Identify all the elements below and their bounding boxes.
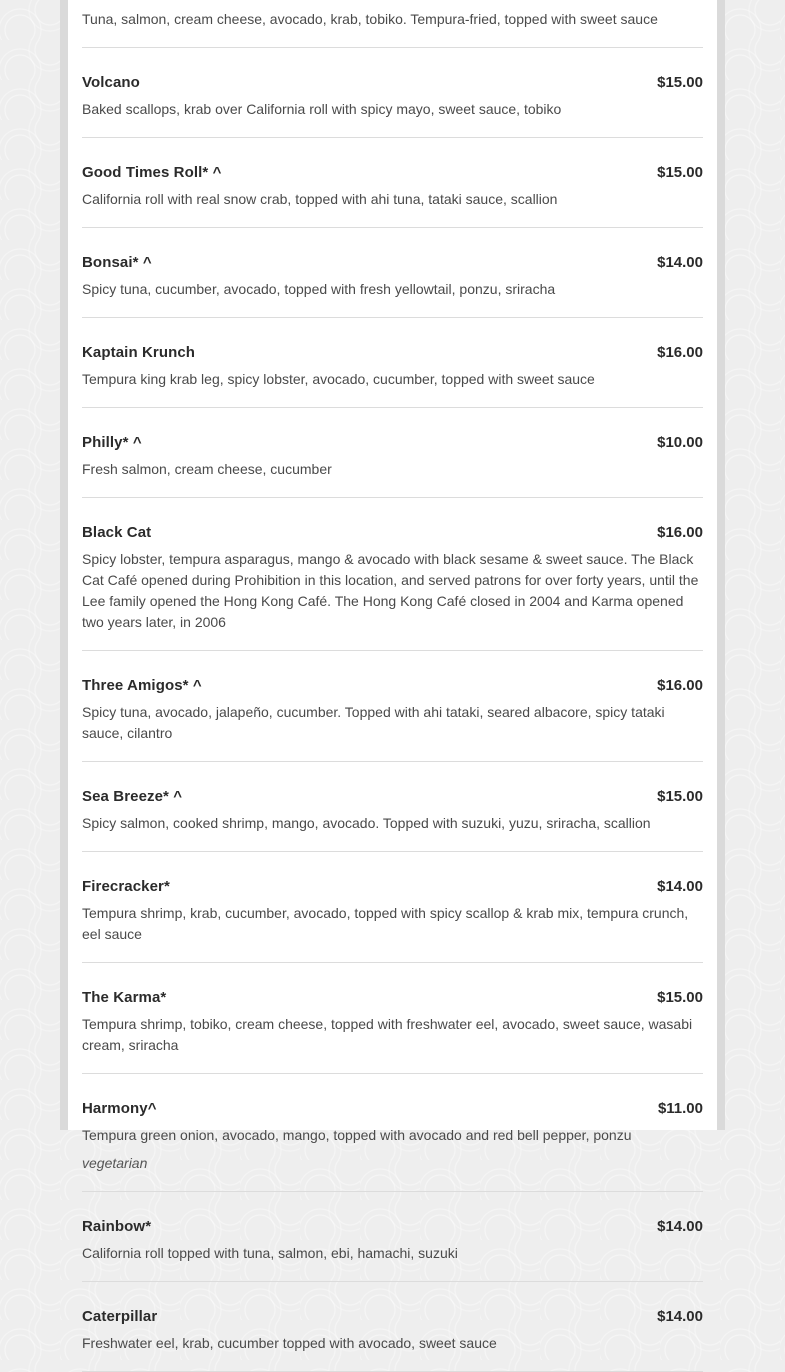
menu-item <box>82 498 703 651</box>
menu-item <box>82 651 703 762</box>
menu-item-header <box>82 878 703 895</box>
menu-item <box>82 852 703 963</box>
item-name: Harmony^ <box>82 1100 157 1117</box>
item-description: Spicy tuna, cucumber, avocado, topped with fresh yellowtail, ponzu, sriracha <box>82 281 556 297</box>
menu-item <box>82 318 703 408</box>
item-description: Baked scallops, krab over California roll with spicy mayo, sweet sauce, tobiko <box>82 101 562 117</box>
menu-item-header <box>82 1218 703 1235</box>
right-border <box>717 0 725 1130</box>
item-name: Three Amigos* ^ <box>82 677 202 694</box>
item-name: Bonsai* ^ <box>82 254 152 271</box>
menu-item-header <box>82 74 703 91</box>
menu-item <box>82 1282 703 1372</box>
menu-item <box>82 228 703 318</box>
menu-item-header <box>82 344 703 361</box>
menu-item <box>82 0 703 48</box>
menu-item-header <box>82 0 703 1</box>
item-price: $14.00 <box>657 254 703 271</box>
item-description: Freshwater eel, krab, cucumber topped with avocado, sweet sauce <box>82 1335 497 1351</box>
item-description: Spicy lobster, tempura asparagus, mango & avocado with black sesame & sweet sauce. The Black Cat Café opened during Prohibition in this location, and served patrons for over forty years, until the Lee family opened the Hong Kong Café. The Hong Kong Café closed in 2004 and Karma opened two years later, in 2006 <box>82 551 699 630</box>
item-name: The Karma* <box>82 989 167 1006</box>
item-price: $16.00 <box>657 677 703 694</box>
item-name: Black Cat <box>82 524 152 541</box>
item-price: $16.00 <box>657 524 703 541</box>
item-description: California roll with real snow crab, topped with ahi tuna, tataki sauce, scallion <box>82 191 558 207</box>
menu-item <box>82 48 703 138</box>
item-name: Good Times Roll* ^ <box>82 164 222 181</box>
item-description: Tempura king krab leg, spicy lobster, avocado, cucumber, topped with sweet sauce <box>82 371 595 387</box>
menu-item-header <box>82 788 703 805</box>
item-description: Spicy tuna, avocado, jalapeño, cucumber. Topped with ahi tataki, seared albacore, spicy tataki sauce, cilantro <box>82 704 665 741</box>
item-name: Firecracker* <box>82 878 170 895</box>
item-price: $15.00 <box>657 74 703 91</box>
item-price: $11.00 <box>657 1100 703 1117</box>
item-price: $10.00 <box>657 434 703 451</box>
menu-panel <box>68 0 717 1351</box>
menu-item <box>82 1192 703 1282</box>
item-name: Caterpillar <box>82 1308 158 1325</box>
item-name: Sea Breeze* ^ <box>82 788 183 805</box>
item-price: $15.00 <box>657 788 703 805</box>
item-price: $14.00 <box>657 878 703 895</box>
menu-item-list <box>82 0 703 1372</box>
menu-item <box>82 138 703 228</box>
item-price: $15.00 <box>657 164 703 181</box>
item-price: $16.00 <box>657 344 703 361</box>
item-name: Philly* ^ <box>82 434 142 451</box>
menu-item <box>82 408 703 498</box>
item-name: Volcano <box>82 74 140 91</box>
menu-item-header <box>82 524 703 541</box>
menu-item-header <box>82 1308 703 1325</box>
item-description: Tuna, salmon, cream cheese, avocado, krab, tobiko. Tempura-fried, topped with sweet sauce <box>82 11 658 27</box>
menu-item <box>82 1074 703 1192</box>
item-price <box>657 0 703 1</box>
item-name <box>82 0 163 1</box>
item-description: Tempura shrimp, tobiko, cream cheese, topped with freshwater eel, avocado, sweet sauce, wasabi cream, sriracha <box>82 1016 693 1053</box>
left-border <box>60 0 68 1130</box>
item-name: Rainbow* <box>82 1218 152 1235</box>
dietary-tag: vegetarian <box>82 1155 148 1171</box>
menu-item-header <box>82 989 703 1006</box>
item-description: Tempura green onion, avocado, mango, topped with avocado and red bell pepper, ponzu <box>82 1127 632 1143</box>
item-price: $15.00 <box>657 989 703 1006</box>
item-name: Kaptain Krunch <box>82 344 196 361</box>
item-price: $14.00 <box>657 1308 703 1325</box>
menu-item <box>82 963 703 1074</box>
item-price: $14.00 <box>657 1218 703 1235</box>
item-description: Tempura shrimp, krab, cucumber, avocado, topped with spicy scallop & krab mix, tempura crunch, eel sauce <box>82 905 689 942</box>
menu-item-header <box>82 434 703 451</box>
menu-item-header <box>82 677 703 694</box>
item-description: Fresh salmon, cream cheese, cucumber <box>82 461 332 477</box>
item-description: California roll topped with tuna, salmon, ebi, hamachi, suzuki <box>82 1245 458 1261</box>
menu-item-header <box>82 164 703 181</box>
item-description: Spicy salmon, cooked shrimp, mango, avocado. Topped with suzuki, yuzu, sriracha, scallion <box>82 815 651 831</box>
menu-item-header <box>82 1100 703 1117</box>
menu-item <box>82 762 703 852</box>
menu-item-header <box>82 254 703 271</box>
